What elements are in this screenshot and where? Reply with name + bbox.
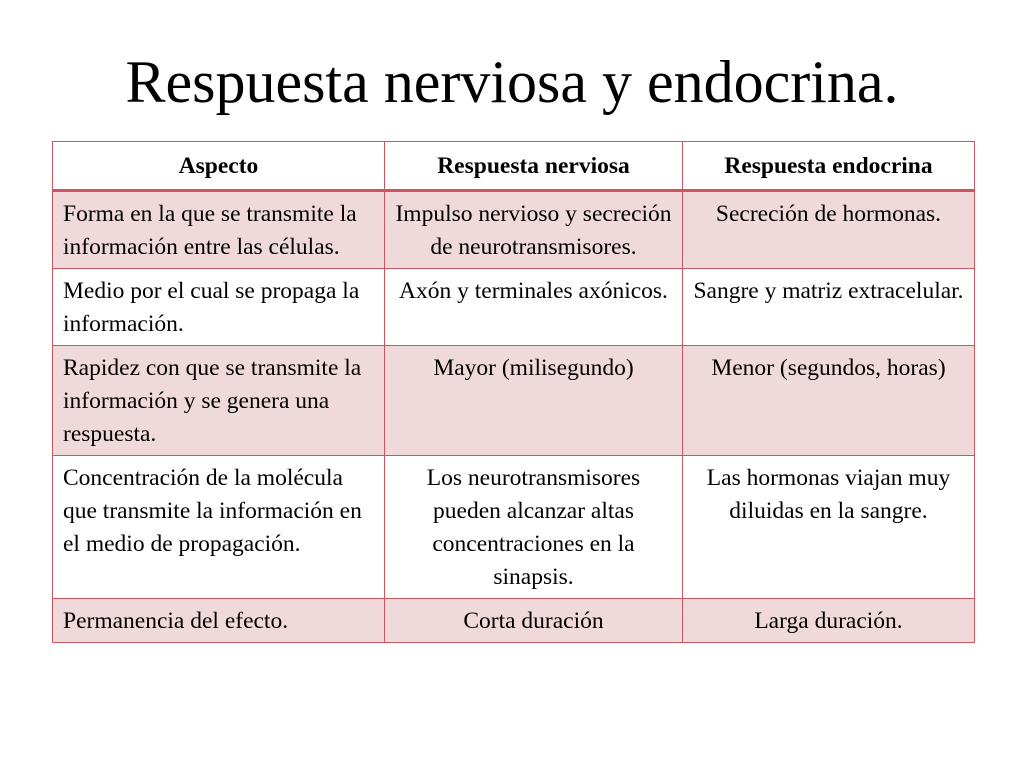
nervous-cell: Los neurotransmisores pueden alcanzar altas concentraciones en la sinapsis. [385,456,683,599]
aspect-cell: Concentración de la molécula que transmite la información en el medio de propagación. [53,456,385,599]
aspect-cell: Permanencia del efecto. [53,599,385,643]
endocrine-cell: Larga duración. [683,599,975,643]
header-row [53,142,975,191]
nervous-cell: Corta duración [385,599,683,643]
table-row [53,456,975,599]
endocrine-cell: Sangre y matriz extracelular. [683,269,975,346]
header-aspect: Aspecto [53,142,385,191]
table-row [53,191,975,269]
table-row [53,269,975,346]
nervous-cell: Impulso nervioso y secreción de neurotransmisores. [385,191,683,269]
table-row [53,346,975,456]
table-header [53,142,975,191]
endocrine-cell: Menor (segundos, horas) [683,346,975,456]
aspect-cell: Forma en la que se transmite la información entre las células. [53,191,385,269]
nervous-cell: Axón y terminales axónicos. [385,269,683,346]
header-endocrine-response: Respuesta endocrina [683,142,975,191]
header-nervous-response: Respuesta nerviosa [385,142,683,191]
endocrine-cell: Secreción de hormonas. [683,191,975,269]
aspect-cell: Medio por el cual se propaga la información. [53,269,385,346]
table-body [53,191,975,643]
slide-title: Respuesta nerviosa y endocrina. [125,49,899,115]
comparison-table [52,141,975,643]
table-row [53,599,975,643]
endocrine-cell: Las hormonas viajan muy diluidas en la sangre. [683,456,975,599]
nervous-cell: Mayor (milisegundo) [385,346,683,456]
aspect-cell: Rapidez con que se transmite la información y se genera una respuesta. [53,346,385,456]
